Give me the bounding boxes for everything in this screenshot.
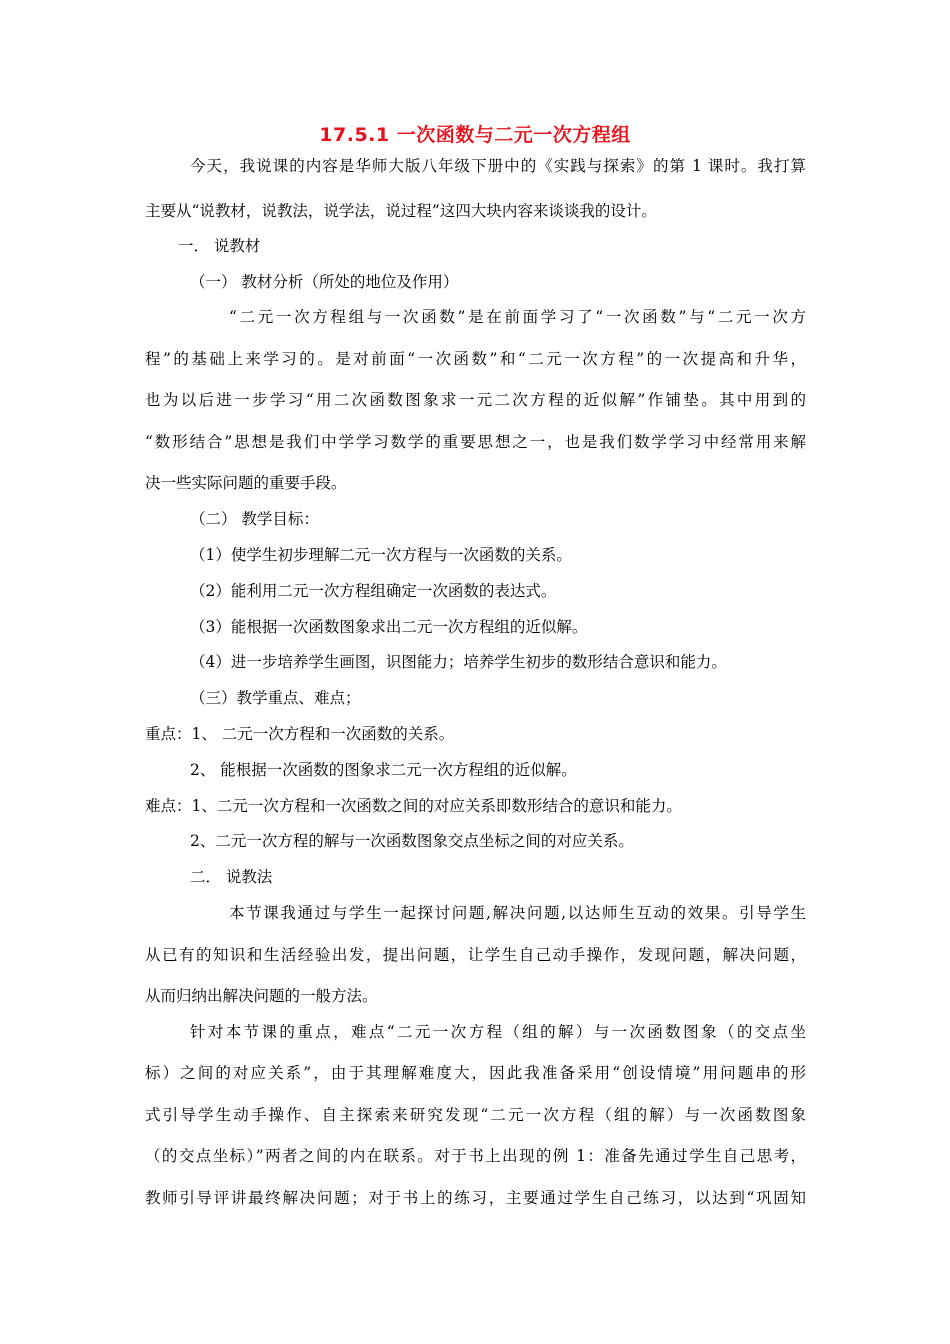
subsection-heading: （二） 教学目标： bbox=[190, 510, 319, 528]
paragraph-line: 教师引导评讲最终解决问题；对于书上的练习，主要通过学生自己练习，以达到“巩固知 bbox=[145, 1189, 806, 1207]
paragraph-line: 今天，我说课的内容是华师大版八年级下册中的《实践与探索》的第 1 课时。我打算 bbox=[190, 157, 806, 175]
document-title: 17.5.1 一次函数与二元一次方程组 bbox=[319, 124, 631, 146]
section-heading: 一． 说教材 bbox=[178, 237, 261, 255]
paragraph-line: 也为以后进一步学习“用二次函数图象求一元二次方程的近似解”作铺垫。其中用到的 bbox=[145, 391, 806, 409]
list-item: （2）能利用二元一次方程组确定一次函数的表达式。 bbox=[190, 582, 557, 600]
subsection-heading: （一） 教材分析（所处的地位及作用） bbox=[190, 273, 459, 291]
paragraph-line: “数形结合”思想是我们中学学习数学的重要思想之一，也是我们数学学习中经常用来解 bbox=[145, 433, 806, 451]
subsection-heading: （三）教学重点、难点； bbox=[190, 689, 361, 707]
paragraph-line: 标）之间的对应关系”，由于其理解难度大，因此我准备采用“创设情境”用问题串的形 bbox=[145, 1064, 806, 1082]
list-item: 2、 能根据一次函数的图象求二元一次方程组的近似解。 bbox=[190, 761, 577, 779]
paragraph-line: 本节课我通过与学生一起探讨问题,解决问题,以达师生互动的效果。引导学生 bbox=[229, 904, 806, 922]
paragraph-line: 决一些实际问题的重要手段。 bbox=[145, 474, 347, 492]
paragraph-line: 针对本节课的重点，难点“二元一次方程（组的解）与一次函数图象（的交点坐 bbox=[190, 1023, 806, 1041]
list-item: （1）使学生初步理解二元一次方程与一次函数的关系。 bbox=[190, 546, 572, 564]
list-item: 2、二元一次方程的解与一次函数图象交点坐标之间的对应关系。 bbox=[190, 832, 634, 850]
paragraph-line: 从已有的知识和生活经验出发，提出问题，让学生自己动手操作，发现问题，解决问题， bbox=[145, 946, 806, 964]
paragraph-line: （的交点坐标）”两者之间的内在联系。对于书上出现的例 1：准备先通过学生自己思考， bbox=[145, 1147, 806, 1165]
list-item: （3）能根据一次函数图象求出二元一次方程组的近似解。 bbox=[190, 618, 588, 636]
paragraph-line: 从而归纳出解决问题的一般方法。 bbox=[145, 987, 378, 1005]
list-item: 难点：1、二元一次方程和一次函数之间的对应关系即数形结合的意识和能力。 bbox=[145, 797, 682, 815]
section-heading: 二． 说教法 bbox=[190, 868, 273, 886]
paragraph-line: “二元一次方程组与一次函数”是在前面学习了“一次函数”与“二元一次方 bbox=[229, 308, 806, 326]
paragraph-line: 式引导学生动手操作、自主探索来研究发现“二元一次方程（组的解）与一次函数图象 bbox=[145, 1106, 806, 1124]
list-item: （4）进一步培养学生画图，识图能力；培养学生初步的数形结合意识和能力。 bbox=[190, 653, 727, 671]
paragraph-line: 主要从“说教材，说教法，说学法，说过程”这四大块内容来谈谈我的设计。 bbox=[145, 202, 657, 220]
paragraph-line: 程”的基础上来学习的。是对前面“一次函数”和“二元一次方程”的一次提高和升华， bbox=[145, 350, 806, 368]
list-item: 重点：1、 二元一次方程和一次函数的关系。 bbox=[145, 725, 455, 743]
